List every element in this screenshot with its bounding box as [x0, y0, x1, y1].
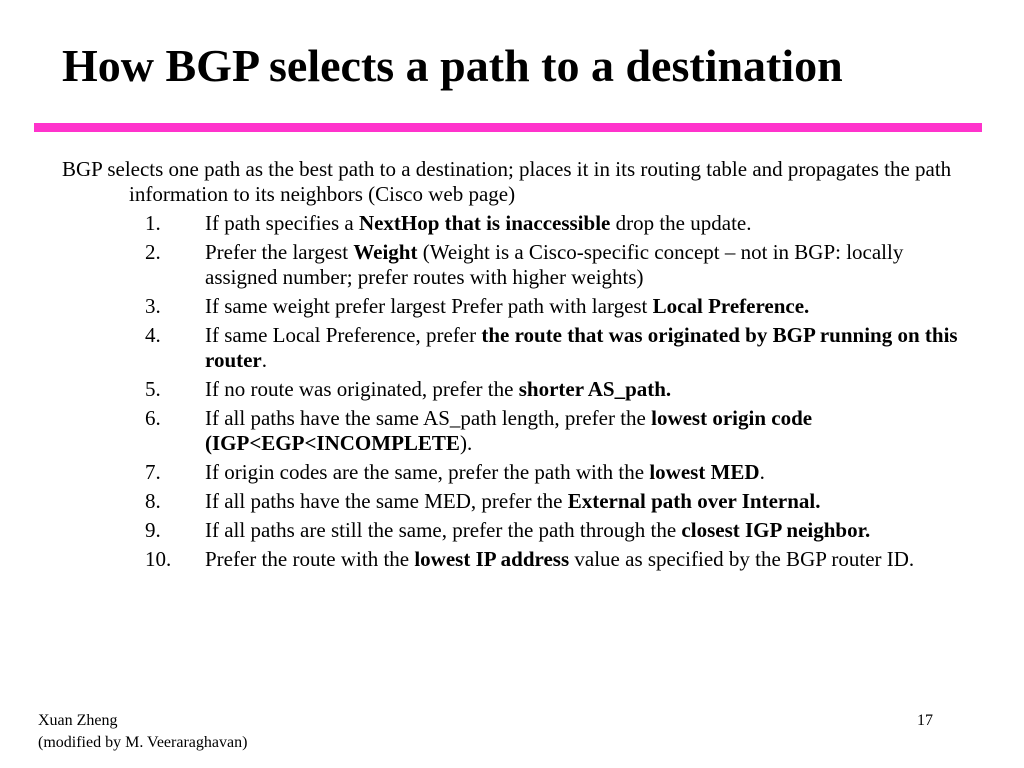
step-emphasis-text: the route that was originated by BGP running on this router: [205, 323, 958, 372]
step-emphasis-text: lowest MED: [649, 460, 760, 484]
step-emphasis-text: External path over Internal.: [567, 489, 821, 513]
step-emphasis-text: shorter AS_path.: [518, 377, 672, 401]
step-number: 6.: [145, 406, 161, 430]
step-number: 3.: [145, 294, 161, 318]
step-emphasis-text: Weight: [353, 240, 418, 264]
step-text: If all paths have the same AS_path length, prefer the: [205, 406, 652, 430]
list-item: [0, 240, 975, 290]
step-emphasis-text: NextHop that is inaccessible: [358, 211, 611, 235]
footer-author: [38, 710, 247, 754]
step-text: (Weight is a Cisco-specific concept – not in BGP: locally assigned number; prefer routes with higher weights): [205, 240, 904, 289]
selection-steps-list: [0, 211, 1000, 576]
intro-paragraph: BGP selects one path as the best path to a destination; places it in its routing table and propagates the path information to its neighbors (Cisco web page): [62, 157, 952, 206]
step-text: ).: [459, 431, 473, 455]
step-number: 4.: [145, 323, 161, 347]
step-text: If path specifies a: [205, 211, 359, 235]
step-text: If same weight prefer largest Prefer path with largest: [205, 294, 653, 318]
step-text: drop the update.: [610, 211, 752, 235]
step-emphasis-text: lowest origin code (IGP<EGP<INCOMPLETE: [205, 406, 813, 455]
step-text: .: [759, 460, 765, 484]
step-number: 7.: [145, 460, 161, 484]
list-item: [0, 377, 975, 402]
step-number: 2.: [145, 240, 161, 264]
step-text: Prefer the largest: [205, 240, 354, 264]
list-item: [0, 460, 975, 485]
step-text: If all paths are still the same, prefer the path through the: [205, 518, 682, 542]
step-text: If same Local Preference, prefer: [205, 323, 482, 347]
list-item: [0, 323, 975, 373]
list-item: [0, 489, 975, 514]
title-underline-bar: [34, 123, 982, 132]
step-number: 5.: [145, 377, 161, 401]
step-text: If origin codes are the same, prefer the path with the: [205, 460, 650, 484]
list-item: [0, 211, 975, 236]
footer-author-note: (modified by M. Veeraraghavan): [38, 734, 248, 751]
list-item: [0, 294, 975, 319]
step-number: 1.: [145, 211, 161, 235]
step-emphasis-text: closest IGP neighbor.: [681, 518, 871, 542]
footer-author-name: Xuan Zheng: [38, 712, 118, 729]
step-text: value as specified by the BGP router ID.: [569, 547, 915, 571]
step-emphasis-text: Local Preference.: [652, 294, 810, 318]
list-item: [0, 518, 975, 543]
list-item: [0, 547, 975, 572]
step-number: 8.: [145, 489, 161, 513]
step-text: If no route was originated, prefer the: [205, 377, 519, 401]
step-text: If all paths have the same MED, prefer the: [205, 489, 568, 513]
step-number: 10.: [145, 547, 172, 571]
list-item: [0, 406, 975, 456]
step-text: Prefer the route with the: [205, 547, 415, 571]
slide-page-number: 17: [917, 712, 933, 729]
slide-title: How BGP selects a path to a destination: [62, 40, 843, 91]
step-text: .: [261, 348, 268, 372]
step-number: 9.: [145, 518, 161, 542]
step-emphasis-text: lowest IP address: [414, 547, 570, 571]
